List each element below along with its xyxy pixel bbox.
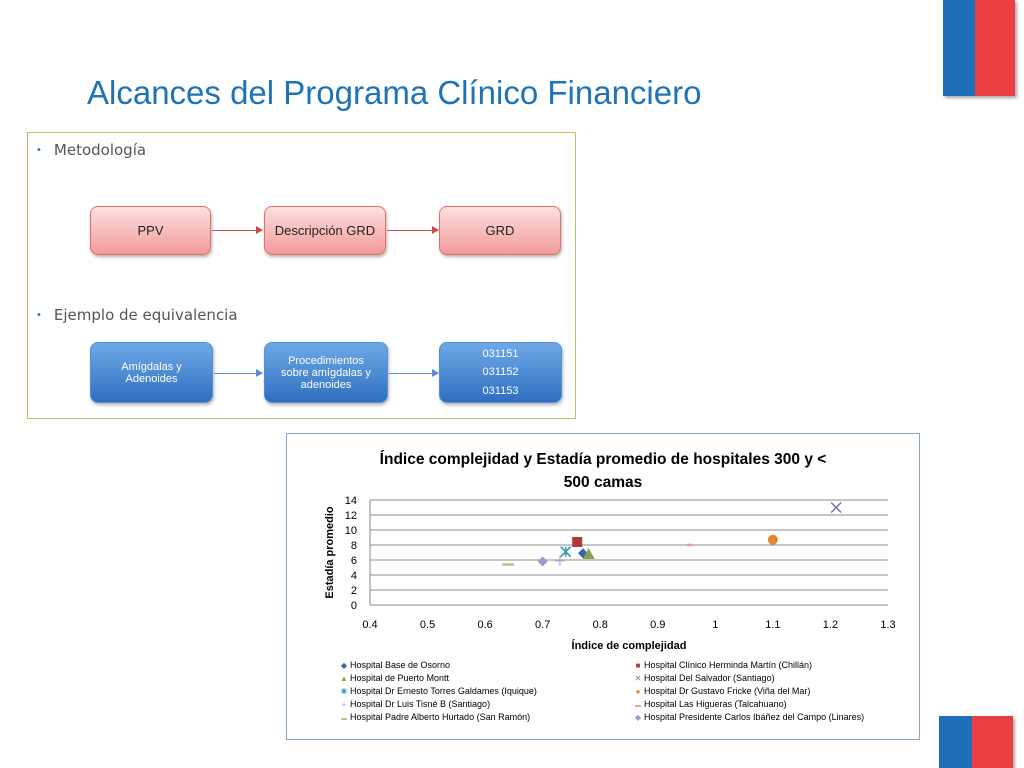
bullet-metodologia-label: Metodología (53, 141, 147, 159)
legend-item (340, 712, 530, 722)
chart-panel (286, 433, 920, 740)
flow-box-codes (439, 342, 562, 403)
legend-label: Hospital Clínico Herminda Martín (Chillán) (644, 660, 813, 670)
legend-marker: ✱ (340, 687, 348, 696)
legend-marker: + (341, 700, 347, 709)
data-point (572, 537, 582, 547)
code-3: 031153 (482, 384, 519, 397)
x-tick-label: 0.7 (535, 619, 551, 631)
legend-item (634, 699, 787, 709)
flow-arrow-1 (212, 230, 262, 231)
legend-item (634, 686, 810, 696)
y-tick-label: 0 (350, 600, 357, 612)
data-point (831, 503, 841, 513)
y-tick-label: 4 (350, 570, 357, 582)
y-tick-label: 6 (350, 555, 357, 567)
legend-label: Hospital Padre Alberto Hurtado (San Ramón) (350, 712, 531, 722)
legend-item (634, 673, 775, 683)
legend-label: Hospital Dr Gustavo Fricke (Viña del Mar) (644, 686, 811, 696)
data-point (768, 535, 778, 545)
x-tick-label: 1.2 (822, 619, 839, 631)
legend-marker: ✕ (634, 674, 642, 683)
legend-label: Hospital Las Higueras (Talcahuano) (644, 699, 787, 709)
legend-item (340, 699, 490, 709)
y-axis-label: Estadía promedio (324, 506, 336, 599)
x-tick-label: 1 (712, 619, 719, 631)
y-tick-label: 14 (344, 495, 357, 507)
y-tick-label: 2 (350, 585, 357, 597)
legend-marker: ▬ (635, 703, 641, 709)
data-point (561, 547, 571, 557)
code-2: 031152 (482, 366, 519, 379)
flow-box-descripcion-grd: Descripción GRD (264, 206, 386, 255)
flow-box-ppv: PPV (90, 206, 211, 255)
x-tick-label: 1.3 (880, 619, 896, 631)
brand-flag-top (943, 0, 1015, 96)
legend-marker: ▬ (341, 716, 347, 722)
flow-box-procedimientos: Procedimientos sobre amígdalas y adenoides (264, 342, 388, 403)
bullet-metodologia: • Metodología (36, 141, 147, 159)
x-tick-label: 0.9 (650, 619, 666, 631)
code-1: 031151 (482, 348, 519, 361)
data-point (538, 557, 548, 567)
legend-item (340, 660, 450, 670)
legend-label: Hospital Dr Luis Tisné B (Santiago) (350, 699, 491, 709)
y-tick-label: 10 (344, 525, 357, 537)
y-tick-label: 12 (344, 510, 357, 522)
data-point (555, 556, 565, 566)
x-axis-label: Índice de complejidad (571, 640, 687, 652)
x-tick-label: 0.5 (419, 619, 436, 631)
legend-label: Hospital Base de Osorno (350, 660, 451, 670)
legend-marker: ◆ (634, 713, 642, 722)
legend-item (634, 712, 864, 722)
slide-title: Alcances del Programa Clínico Financiero (87, 74, 702, 111)
legend-item (340, 686, 537, 696)
y-tick-label: 8 (350, 540, 357, 552)
chart-title-line1: Índice complejidad y Estadía promedio de hospitales 300 y < (379, 451, 827, 468)
flow-arrow-2 (387, 230, 438, 231)
legend-item (634, 660, 812, 670)
methodology-panel (27, 132, 576, 419)
flow-box-grd: GRD (439, 206, 561, 255)
chart-title-line2: 500 camas (563, 474, 643, 491)
legend-marker: ▲ (340, 674, 348, 683)
bullet-ejemplo-label: Ejemplo de equivalencia (53, 306, 238, 324)
flow-arrow-4 (389, 373, 438, 374)
x-tick-label: 0.8 (592, 619, 608, 631)
legend-item (340, 673, 449, 683)
legend-label: Hospital de Puerto Montt (350, 673, 450, 683)
legend-marker: ■ (635, 661, 641, 670)
legend-marker: ◆ (340, 661, 348, 670)
flow-arrow-3 (214, 373, 262, 374)
x-tick-label: 0.4 (362, 619, 378, 631)
x-tick-label: 0.6 (477, 619, 493, 631)
bullet-ejemplo: • Ejemplo de equivalencia (36, 306, 238, 324)
legend-label: Hospital Presidente Carlos Ibáñez del Campo (Linares) (644, 712, 865, 722)
legend-label: Hospital Dr Ernesto Torres Galdames (Iquique) (350, 686, 537, 696)
brand-flag-bottom (939, 716, 1013, 768)
x-tick-label: 1.1 (765, 619, 781, 631)
legend-marker: ● (635, 687, 641, 696)
flow-box-amigdalas: Amígdalas y Adenoides (90, 342, 213, 403)
legend-label: Hospital Del Salvador (Santiago) (644, 673, 775, 683)
